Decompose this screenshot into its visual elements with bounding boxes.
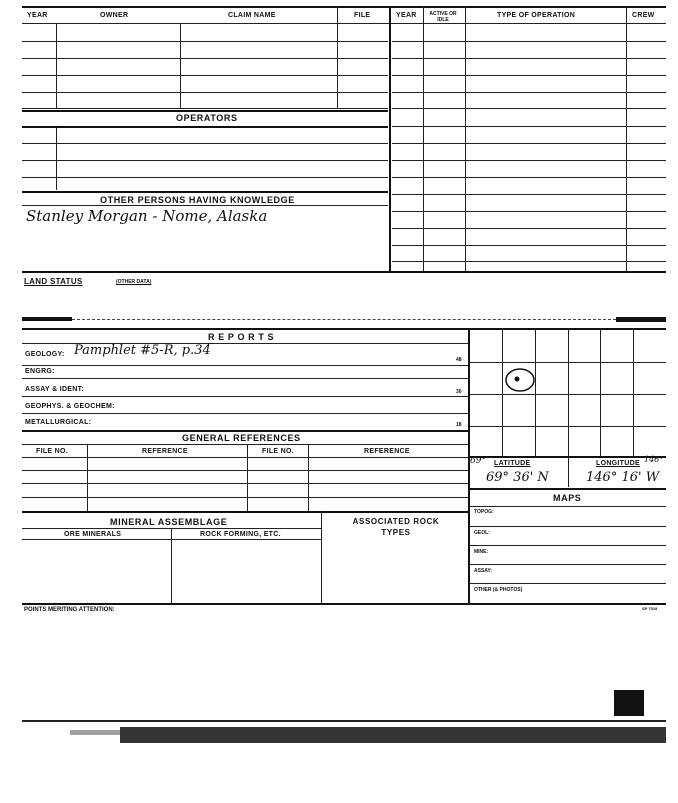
longitude-value: 146° 16' W	[586, 470, 660, 485]
metallurgical-label: METALLURGICAL:	[25, 419, 92, 426]
col-reference-1: REFERENCE	[142, 448, 188, 455]
other-persons-title: OTHER PERSONS HAVING KNOWLEDGE	[100, 195, 295, 205]
operators-title: OPERATORS	[176, 113, 238, 123]
maps-assay: ASSAY:	[474, 568, 493, 574]
assay-label: ASSAY & IDENT:	[25, 386, 85, 393]
general-references-title: GENERAL REFERENCES	[182, 433, 301, 443]
geology-value: Pamphlet #5-R, p.34	[74, 343, 211, 358]
col-active-idle: ACTIVE OR IDLE	[429, 11, 457, 23]
col-claim-name: CLAIM NAME	[228, 12, 276, 19]
land-status-label: LAND STATUS	[24, 277, 83, 286]
other-persons-entry: Stanley Morgan - Nome, Alaska	[26, 207, 268, 225]
latitude-value: 69° 36' N	[486, 470, 549, 485]
engrg-label: ENGRG:	[25, 368, 55, 375]
form-number: SP 7519	[642, 606, 658, 611]
geophys-label: GEOPHYS. & GEOCHEM:	[25, 403, 115, 410]
latitude-label: LATITUDE	[494, 460, 531, 467]
col-file-no-2: FILE NO.	[262, 448, 294, 455]
maps-geol: GEOL:	[474, 530, 490, 536]
maps-other: OTHER (& PHOTOS)	[474, 587, 523, 593]
margin-18: 18	[456, 422, 462, 428]
maps-topog: TOPOG:	[474, 509, 494, 515]
reports-title: R E P O R T S	[208, 332, 275, 342]
col-crew: CREW	[632, 12, 655, 19]
maps-title: MAPS	[553, 493, 582, 503]
longitude-note: 146°	[644, 455, 664, 464]
col-file: FILE	[354, 12, 371, 19]
longitude-label: LONGITUDE	[596, 460, 640, 467]
col-type-of-operation: TYPE OF OPERATION	[497, 12, 576, 19]
margin-30: 30	[456, 389, 462, 395]
location-circle-mark	[500, 366, 540, 394]
col-year: YEAR	[27, 12, 48, 19]
land-status-sublabel: (OTHER DATA)	[116, 279, 152, 285]
col-reference-2: REFERENCE	[364, 448, 410, 455]
col-file-no-1: FILE NO.	[36, 448, 68, 455]
col-year-2: YEAR	[396, 12, 417, 19]
geology-label: GEOLOGY:	[25, 351, 65, 358]
associated-rock-types: ASSOCIATED ROCK TYPES	[352, 517, 440, 537]
maps-mine: MINE:	[474, 549, 489, 555]
latitude-note: 69°	[470, 456, 486, 466]
points-meriting-attention: POINTS MERITING ATTENTION:	[24, 607, 115, 613]
margin-48: 48	[456, 357, 462, 363]
col-rock-forming: ROCK FORMING, ETC.	[200, 531, 281, 538]
col-ore-minerals: ORE MINERALS	[64, 531, 122, 538]
col-owner: OWNER	[100, 12, 129, 19]
mineral-assemblage-title: MINERAL ASSEMBLAGE	[110, 517, 228, 527]
